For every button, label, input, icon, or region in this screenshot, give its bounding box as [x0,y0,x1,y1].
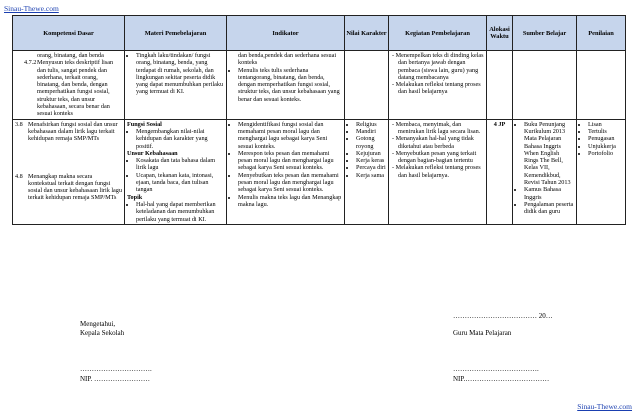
signature-left-line2: Kepala Sekolah [80,329,125,337]
list-item: • Tingkah laku/tindakan/ fungsi orang, binatang, benda, yang terdapat di rumah, sekolah, dan lingkungan sekitar peserta didik yang dapat menumbuhkan perilaku yang termuat di KI. [136,52,224,96]
penilaian-cell [577,119,626,224]
list-item: • Penugasan [588,135,623,142]
materi-heading: Fungsi Sosial [127,120,162,128]
list-item: • Kamus Bahasa Inggris [524,186,574,201]
header-kegiatan: Kegiatan Pembelajaran [389,16,487,51]
header-row [13,16,626,51]
table-row [13,119,626,224]
list-item: • Menulis makna teks lagu dan Menangkap makna lagu. [238,194,342,209]
kegiatan-cell [389,119,487,224]
alokasi-cell [487,51,513,120]
list-item: • Mengidentifikasi fungsi sosial dan memahami pesan moral lagu dan menghargai lagu sebagai karya Seni sesuai konteks. [238,121,342,150]
header-kd: Kompetensi Dasar [13,16,125,51]
signature-right-nip: NIP.……………………………… [453,375,550,383]
kd-cell [13,51,125,120]
header-alokasi: Alokasi Waktu [487,16,513,51]
list-item: • Unjukkerja [588,143,623,150]
list-item: • Pengalaman peserta didik dan guru [524,201,574,216]
penilaian-cell [577,51,626,120]
materi-cell [125,51,227,120]
list-item: • Tertulis [588,128,623,135]
list-item: - Melakukan refleksi tentang proses dan hasil belajarnya [398,81,484,96]
materi-cell [125,119,227,224]
alokasi-cell: 4 JP [487,119,513,224]
kd-text: Menyusun teks deskriptif lisan dan tulis, sangat pendek dan sederhana, terkait orang, binatang, dan benda, dengan memperhatikan fungsi sosial, struktur teks, dan unsur kebahasaan, secara benar dan sesuai konteks [37,59,114,118]
header-indikator: Indikator [227,16,345,51]
list-item: • Menyebutkan teks pesan dan memahami pesan moral lagu dan menghargai lagu sebagai karya Seni sesuai konteks. [238,172,342,194]
nilai-cell [345,51,389,120]
list-item: • Kosakata dan tata bahasa dalam lirik lagu [136,157,224,172]
kd-text: Menafsirkan fungsi sosial dan unsur kebahasaan dalam lirik lagu terkait kehidupan remaja SMP/MTs [28,120,118,143]
list-item: • Religius [356,121,386,128]
list-item: - Membaca, menyimak, dan menirukan lirik lagu secara lisan. [398,121,484,136]
signature-right-role: Guru Mata Pelajaran [453,329,512,337]
list-item: • Kerja keras [356,157,386,164]
indikator-continued-text: dan benda,pendek dan sederhana sesuai konteks [238,52,337,67]
list-item: - Menyebutkan pesan yang terkait dengan bagian-bagian tertentu [398,150,484,165]
kd-number: 4.8 [15,172,23,180]
list-item: • Buku Penunjang Kurikulum 2013 Mata Pelajaran Bahasa Inggris When English Rings The Bell, Kelas VII, Kemendikbud, Revisi Tahun 2013 [524,121,574,187]
kd-continued-text: orang, binatang, dan benda [37,52,104,59]
list-item: • Menulis teks tulis sederhana tentangorang, binatang, dan benda, dengan memperhatikan fungsi sosial, struktur teks, dan unsur kebahasaan yang benar dan sesuai konteks. [238,67,342,103]
list-item: • Kejujuran [356,150,386,157]
date-line: ……………………………… 20… [453,312,553,320]
table-row [13,51,626,120]
header-sumber: Sumber Belajar [513,16,577,51]
list-item: • Portofolio [588,150,623,157]
site-link-top[interactable]: Sinau-Thewe.com [4,4,59,13]
list-item: - Menempelkan teks di dinding kelas dan bertanya jawab dengan pembaca (siswa lain, guru) yang datang membacanya [398,52,484,81]
list-item: • Gotong royong [356,135,386,150]
indikator-cell [227,51,345,120]
kd-number: 4.7.2 [24,59,37,67]
list-item: • Lisan [588,121,623,128]
kd-number: 3.8 [15,120,23,128]
list-item: • Ucapan, tekanan kata, intonasi, ejaan, tanda baca, dan tulisan tangan [136,172,224,194]
sumber-cell [513,51,577,120]
kd-item [15,121,122,143]
materi-heading: Topik [127,193,143,201]
signature-left-nip: NIP. …………………… [80,375,151,383]
materi-heading: Unsur Kebahasaan [127,149,178,157]
header-nilai: Nilai Karakter [345,16,389,51]
list-item: • Percaya diri [356,164,386,171]
list-item: • Hal-hal yang dapat memberikan keteladanan dan menumbuhkan perilaku yang termuat di KI. [136,201,224,223]
header-materi: Materi Pemebelajaran [125,16,227,51]
syllabus-table [12,15,626,225]
sumber-cell [513,119,577,224]
signature-left-title [80,320,124,338]
kd-text: Menangkap makna secara kontekstual terkait dengan fungsi sosial dan unsur kebahasaan lirik lagu terkait kehidupan remaja SMP/MTs [28,172,122,202]
list-item: • Merespon teks pesan dan memahami pesan moral lagu dan menghargai lagu sebagai karya Seni sesuai konteks. [238,150,342,172]
kd-item [15,173,122,202]
kegiatan-cell [389,51,487,120]
list-item: - Menanyakan hal-hal yang tidak diketahui atau berbeda [398,135,484,150]
kd-item [15,59,122,117]
list-item: • Mandiri [356,128,386,135]
header-penilaian: Penilaian [577,16,626,51]
indikator-cell [227,119,345,224]
list-item: • Mengembangkan nilai-nilai kehidupan dan karakter yang positif. [136,128,224,150]
signature-left-line1: Mengetahui, [80,320,116,328]
list-item: • Kerja sama [356,172,386,179]
kd-cell [13,119,125,224]
nilai-cell [345,119,389,224]
signature-left-name: …………………………. [80,365,152,373]
signature-right-name: ………………………………. [453,365,539,373]
list-item: - Melakukan refleksi tentang proses dan hasil belajarnya. [398,164,484,179]
site-link-bottom[interactable]: Sinau-Thewe.com [577,402,632,411]
